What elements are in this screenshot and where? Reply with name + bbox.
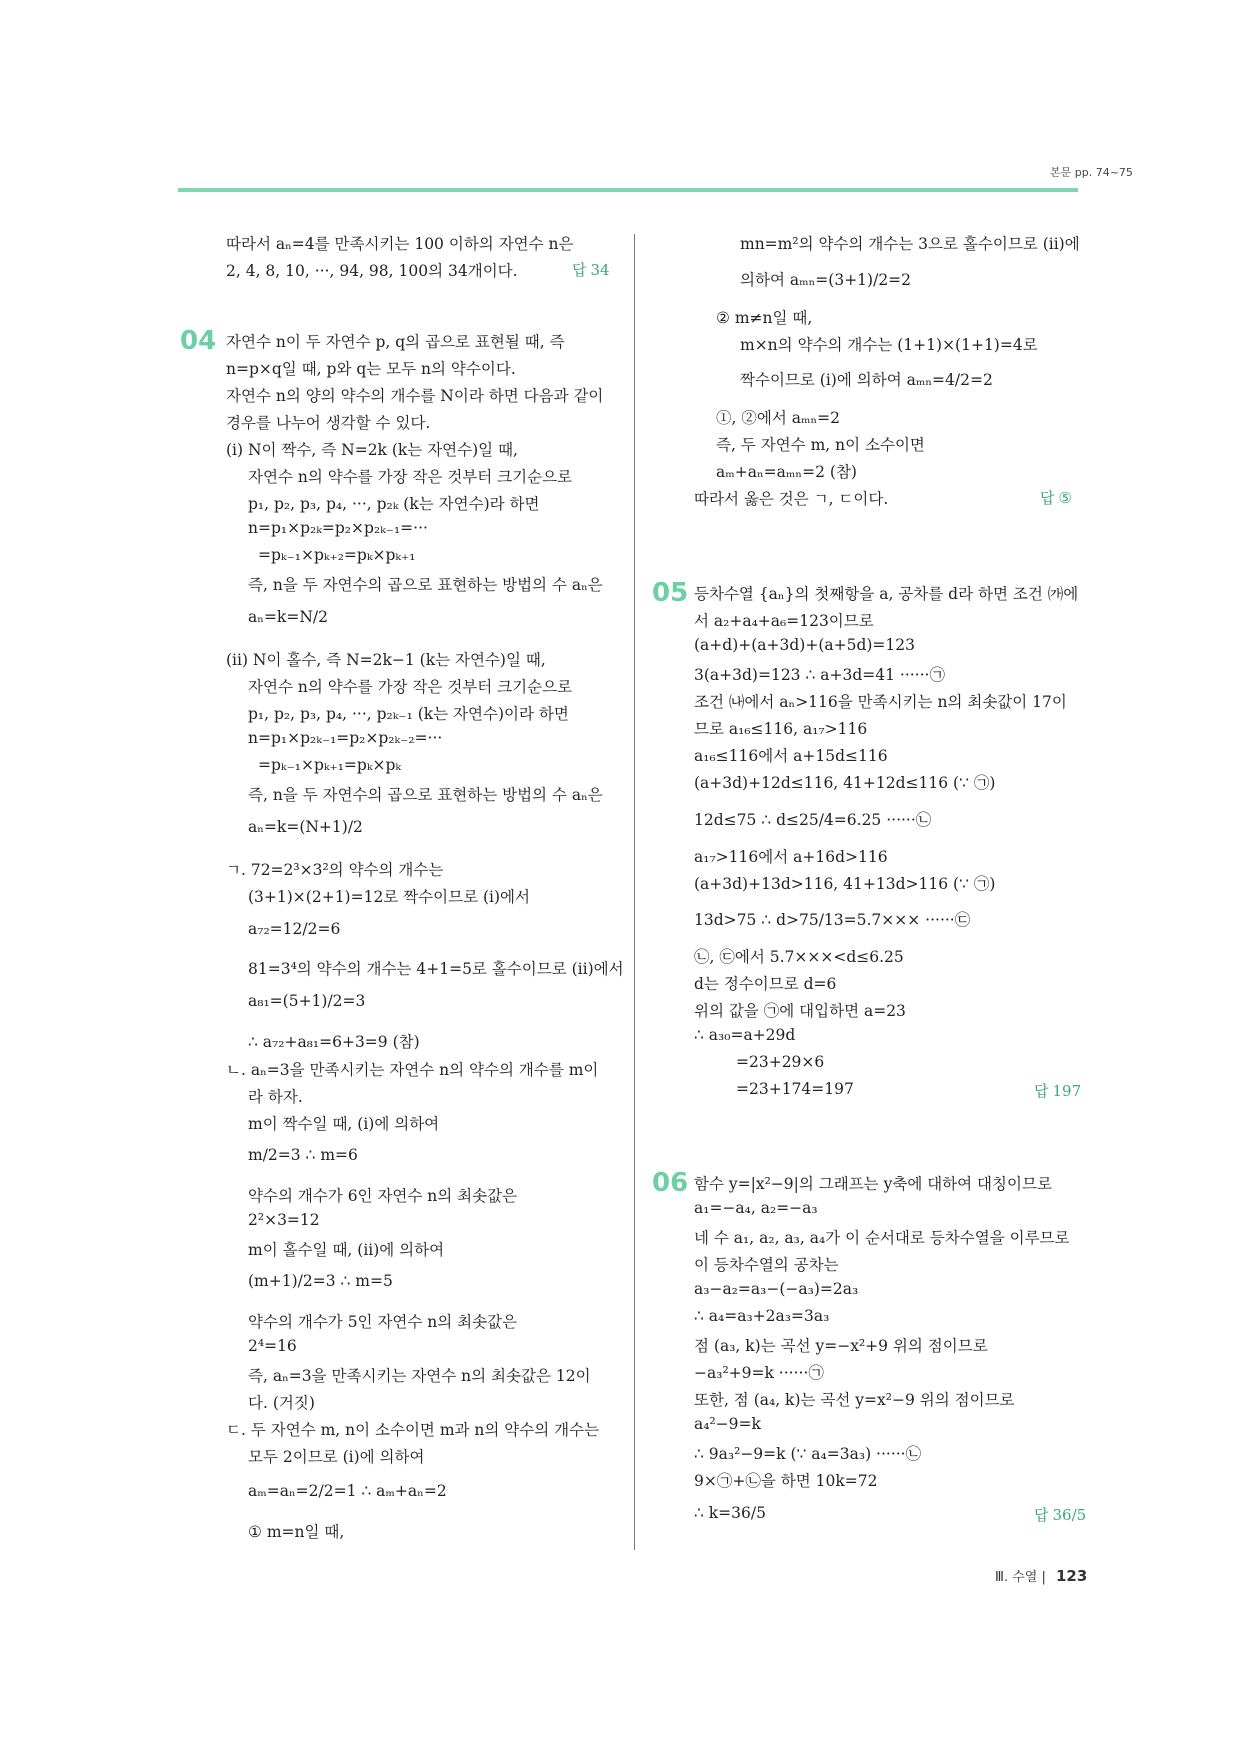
- text-line: ㄱ. 72=2³×3²의 약수의 개수는: [226, 861, 444, 879]
- problem-number-04: 04: [180, 326, 217, 356]
- text-line: (ii) N이 홀수, 즉 N=2k−1 (k는 자연수)일 때,: [226, 651, 546, 669]
- text-line: =23+29×6: [736, 1053, 825, 1071]
- text-line: 3(a+3d)=123 ∴ a+3d=41 ······㉠: [694, 666, 945, 684]
- text-line: 모두 2이므로 (i)에 의하여: [248, 1448, 425, 1466]
- text-line: (3+1)×(2+1)=12로 짝수이므로 (i)에서: [248, 888, 530, 906]
- formula-line: a₈₁=(5+1)/2=3: [248, 992, 366, 1010]
- text-line: 즉, n을 두 자연수의 곱으로 표현하는 방법의 수 aₙ은: [248, 786, 603, 804]
- text-line: d는 정수이므로 d=6: [694, 975, 837, 993]
- text-line: 조건 ㈏에서 aₙ>116을 만족시키는 n의 최솟값이 17이: [694, 693, 1067, 711]
- problem-number-05: 05: [652, 578, 689, 608]
- text-line: a₄²−9=k: [694, 1415, 761, 1433]
- answer-05: 답 197: [1034, 1082, 1082, 1100]
- footer-separator: |: [1041, 1570, 1050, 1585]
- text-line: =pₖ₋₁×pₖ₊₁=pₖ×pₖ: [258, 756, 402, 774]
- text-line: a₃−a₂=a₃−(−a₃)=2a₃: [694, 1280, 859, 1298]
- text-line: m×n의 약수의 개수는 (1+1)×(1+1)=4로: [740, 336, 1038, 354]
- page-reference: 본문 pp. 74~75: [1050, 166, 1133, 179]
- answer-03: 답 34: [572, 261, 610, 279]
- text-line: n=p×q일 때, p와 q는 모두 n의 약수이다.: [226, 360, 516, 378]
- formula-line: (m+1)/2=3 ∴ m=5: [248, 1272, 393, 1290]
- text-line: 따라서 aₙ=4를 만족시키는 100 이하의 자연수 n은: [226, 235, 574, 253]
- text-line: a₁=−a₄, a₂=−a₃: [694, 1199, 818, 1217]
- text-line: 서 a₂+a₄+a₆=123이므로: [694, 612, 874, 630]
- text-line: 2, 4, 8, 10, ···, 94, 98, 100의 34개이다.: [226, 262, 518, 280]
- text-line: 자연수 n이 두 자연수 p, q의 곱으로 표현될 때, 즉: [226, 333, 565, 351]
- text-line: ∴ a₄=a₃+2a₃=3a₃: [694, 1307, 830, 1325]
- text-line: m이 홀수일 때, (ii)에 의하여: [248, 1241, 445, 1259]
- answer-06: 답 36/5: [1034, 1506, 1087, 1524]
- text-line: 9×㉠+㉡을 하면 10k=72: [694, 1472, 878, 1490]
- text-line: a₁₇>116에서 a+16d>116: [694, 848, 888, 866]
- text-line: 즉, n을 두 자연수의 곱으로 표현하는 방법의 수 aₙ은: [248, 576, 603, 594]
- formula-line: 13d>75 ∴ d>75/13=5.7××× ······㉢: [694, 911, 971, 929]
- text-line: (a+d)+(a+3d)+(a+5d)=123: [694, 636, 916, 654]
- text-line: 2⁴=16: [248, 1337, 297, 1355]
- text-line: a₁₆≤116에서 a+15d≤116: [694, 747, 888, 765]
- text-line: 등차수열 {aₙ}의 첫째항을 a, 공차를 d라 하면 조건 ㈎에: [694, 585, 1079, 603]
- text-line: n=p₁×p₂ₖ₋₁=p₂×p₂ₖ₋₂=···: [248, 729, 443, 747]
- text-line: 자연수 n의 양의 약수의 개수를 N이라 하면 다음과 같이: [226, 387, 604, 405]
- text-line: 다. (거짓): [248, 1394, 315, 1412]
- text-line: 약수의 개수가 6인 자연수 n의 최솟값은: [248, 1187, 518, 1205]
- header-rule: [178, 188, 1078, 192]
- formula-line: ∴ k=36/5: [694, 1504, 766, 1522]
- text-line: ∴ a₃₀=a+29d: [694, 1026, 796, 1044]
- page-number: 123: [1056, 1567, 1088, 1585]
- formula-line: 12d≤75 ∴ d≤25/4=6.25 ······㉡: [694, 811, 932, 829]
- text-line: 2²×3=12: [248, 1211, 320, 1229]
- column-divider: [634, 234, 635, 1550]
- text-line: =23+174=197: [736, 1080, 854, 1098]
- formula-line: aₘ=aₙ=2/2=1 ∴ aₘ+aₙ=2: [248, 1482, 447, 1500]
- text-line: ㄴ. aₙ=3을 만족시키는 자연수 n의 약수의 개수를 m이: [226, 1061, 599, 1079]
- text-line: n=p₁×p₂ₖ=p₂×p₂ₖ₋₁=···: [248, 519, 428, 537]
- text-line: 네 수 a₁, a₂, a₃, a₄가 이 순서대로 등차수열을 이루므로: [694, 1229, 1070, 1247]
- formula-line: aₙ=k=N/2: [248, 608, 328, 626]
- text-line: ∴ a₇₂+a₈₁=6+3=9 (참): [248, 1033, 420, 1051]
- formula-line: 짝수이므로 (i)에 의하여 aₘₙ=4/2=2: [740, 371, 993, 389]
- page-footer: [995, 1566, 1087, 1585]
- problem-number-06: 06: [652, 1168, 689, 1198]
- text-line: 즉, 두 자연수 m, n이 소수이면: [716, 436, 925, 454]
- text-line: mn=m²의 약수의 개수는 3으로 홀수이므로 (ii)에: [740, 235, 1080, 253]
- text-line: 경우를 나누어 생각할 수 있다.: [226, 414, 431, 432]
- text-line: 점 (a₃, k)는 곡선 y=−x²+9 위의 점이므로: [694, 1337, 988, 1355]
- text-line: 따라서 옳은 것은 ㄱ, ㄷ이다.: [694, 490, 889, 508]
- text-line: =pₖ₋₁×pₖ₊₂=pₖ×pₖ₊₁: [258, 546, 416, 564]
- text-line: 81=3⁴의 약수의 개수는 4+1=5로 홀수이므로 (ii)에서: [248, 960, 624, 978]
- text-line: ① m=n일 때,: [248, 1523, 345, 1541]
- text-line: 므로 a₁₆≤116, a₁₇>116: [694, 720, 868, 738]
- text-line: (a+3d)+13d>116, 41+13d>116 (∵ ㉠): [694, 875, 996, 893]
- text-line: −a₃²+9=k ······㉠: [694, 1364, 824, 1382]
- formula-line: m/2=3 ∴ m=6: [248, 1146, 358, 1164]
- text-line: (i) N이 짝수, 즉 N=2k (k는 자연수)일 때,: [226, 441, 518, 459]
- text-line: m이 짝수일 때, (i)에 의하여: [248, 1115, 440, 1133]
- chapter-label: Ⅲ. 수열: [995, 1570, 1038, 1585]
- text-line: 이 등차수열의 공차는: [694, 1256, 839, 1274]
- text-line: 또한, 점 (a₄, k)는 곡선 y=x²−9 위의 점이므로: [694, 1391, 1015, 1409]
- text-line: p₁, p₂, p₃, p₄, ···, p₂ₖ₋₁ (k는 자연수)이라 하면: [248, 705, 569, 723]
- formula-line: 의하여 aₘₙ=(3+1)/2=2: [740, 271, 912, 289]
- text-line: (a+3d)+12d≤116, 41+12d≤116 (∵ ㉠): [694, 774, 996, 792]
- formula-line: aₙ=k=(N+1)/2: [248, 818, 363, 836]
- formula-line: a₇₂=12/2=6: [248, 920, 341, 938]
- text-line: 위의 값을 ㉠에 대입하면 a=23: [694, 1002, 906, 1020]
- text-line: 자연수 n의 약수를 가장 작은 것부터 크기순으로: [248, 678, 573, 696]
- text-line: ㄷ. 두 자연수 m, n이 소수이면 m과 n의 약수의 개수는: [226, 1421, 600, 1439]
- text-line: ①, ②에서 aₘₙ=2: [716, 409, 841, 427]
- text-line: 자연수 n의 약수를 가장 작은 것부터 크기순으로: [248, 468, 573, 486]
- text-line: 약수의 개수가 5인 자연수 n의 최솟값은: [248, 1313, 518, 1331]
- text-line: 함수 y=|x²−9|의 그래프는 y축에 대하여 대칭이므로: [694, 1175, 1052, 1193]
- answer-04: 답 ⑤: [1040, 489, 1072, 507]
- text-line: 즉, aₙ=3을 만족시키는 자연수 n의 최솟값은 12이: [248, 1367, 591, 1385]
- text-line: aₘ+aₙ=aₘₙ=2 (참): [716, 463, 857, 481]
- text-line: 라 하자.: [248, 1088, 303, 1106]
- text-line: ∴ 9a₃²−9=k (∵ a₄=3a₃) ······㉡: [694, 1445, 922, 1463]
- text-line: p₁, p₂, p₃, p₄, ···, p₂ₖ (k는 자연수)라 하면: [248, 495, 540, 513]
- text-line: ② m≠n일 때,: [716, 309, 813, 327]
- text-line: ㉡, ㉢에서 5.7×××<d≤6.25: [694, 948, 904, 966]
